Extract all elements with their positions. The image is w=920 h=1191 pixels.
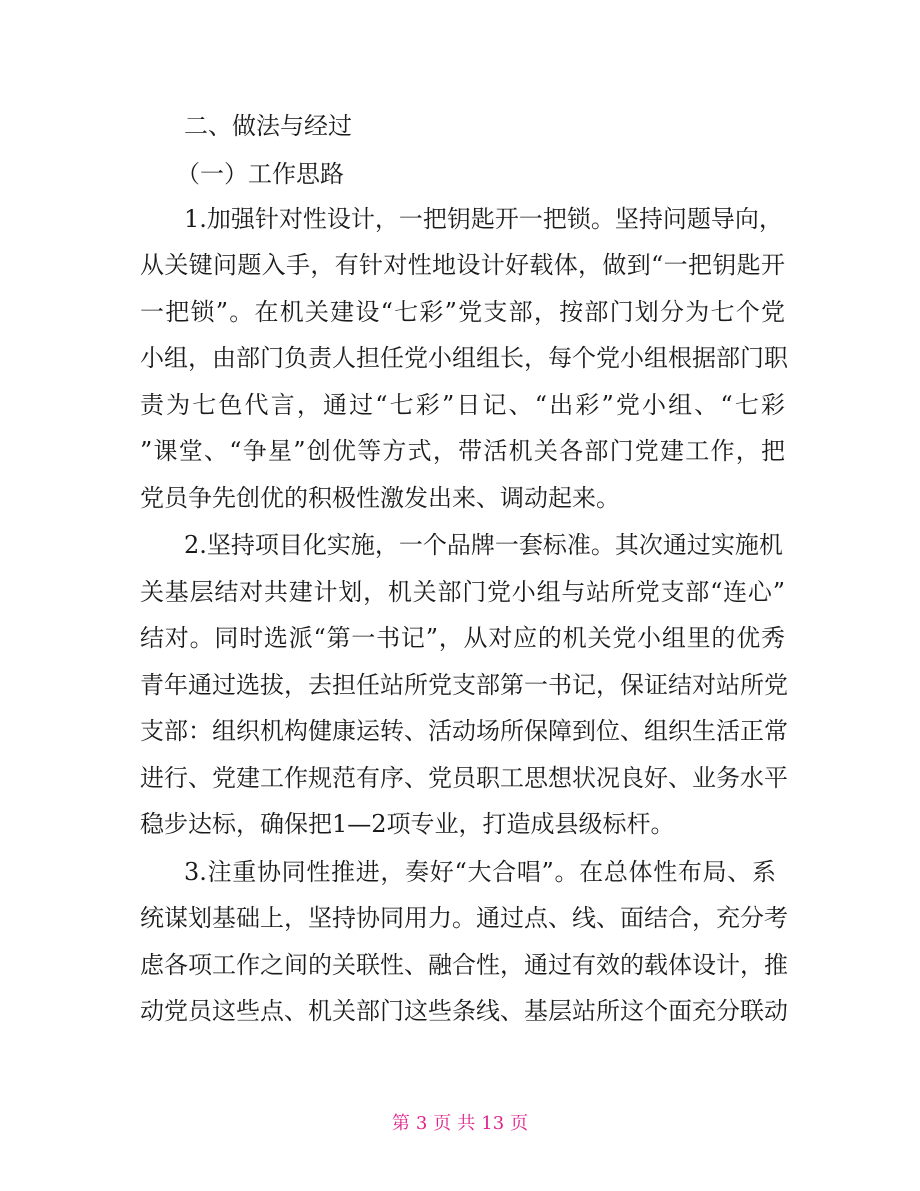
paragraph-3-line-2: 统谋划基础上，坚持协同用力。通过点、线、面结合，充分考 — [140, 904, 788, 932]
paragraph-2-line-4: 青年通过选拔，去担任站所党支部第一书记，保证结对站所党 — [140, 671, 788, 699]
paragraph-2-line-1: 2.坚持项目化实施，一个品牌一套标准。其次通过实施机 — [184, 531, 783, 559]
paragraph-1-line-7: 党员争先创优的积极性激发出来、调动起来。 — [140, 484, 620, 512]
paragraph-1-line-5: 责为七色代言，通过“七彩”日记、“出彩”党小组、“七彩 — [140, 391, 785, 419]
paragraph-2-line-7: 稳步达标，确保把1—2项专业，打造成县级标杆。 — [140, 810, 675, 838]
footer-total-pages: 13 — [481, 1113, 505, 1134]
paragraph-2-line-3: 结对。同时选派“第一书记”，从对应的机关党小组里的优秀 — [140, 624, 785, 652]
paragraph-2-line-5: 支部：组织机构健康运转、活动场所保障到位、组织生活正常 — [140, 717, 788, 745]
footer-prefix: 第 — [391, 1113, 410, 1134]
paragraph-1-line-1: 1.加强针对性设计，一把钥匙开一把锁。坚持问题导向， — [184, 205, 783, 233]
footer-total-label: 页 — [510, 1113, 529, 1134]
paragraph-1-line-6: ”课堂、“争星”创优等方式，带活机关各部门党建工作，把 — [140, 437, 785, 465]
paragraph-1-line-4: 小组，由部门负责人担任党小组组长，每个党小组根据部门职 — [140, 344, 788, 372]
paragraph-1-line-2: 从关键问题入手，有针对性地设计好载体，做到“一把钥匙开 — [140, 251, 785, 279]
paragraph-1-line-3: 一把锁”。在机关建设“七彩”党支部，按部门划分为七个党 — [140, 298, 785, 326]
footer-page-label: 页 — [433, 1113, 452, 1134]
paragraph-3-line-1: 3.注重协同性推进，奏好“大合唱”。在总体性布局、系 — [184, 858, 776, 886]
paragraph-3-line-4: 动党员这些点、机关部门这些条线、基层站所这个面充分联动 — [140, 997, 788, 1025]
paragraph-2-line-6: 进行、党建工作规范有序、党员职工思想状况良好、业务水平 — [140, 764, 788, 792]
paragraph-2-line-2: 关基层结对共建计划，机关部门党小组与站所党支部“连心” — [140, 578, 785, 606]
paragraph-3-line-3: 虑各项工作之间的关联性、融合性，通过有效的载体设计，推 — [140, 951, 788, 979]
page-footer — [0, 1112, 920, 1136]
footer-total-prefix: 共 — [457, 1113, 476, 1134]
subsection-heading: （一）工作思路 — [176, 160, 344, 188]
section-heading: 二、做法与经过 — [184, 112, 352, 140]
footer-current-page: 3 — [415, 1113, 428, 1134]
